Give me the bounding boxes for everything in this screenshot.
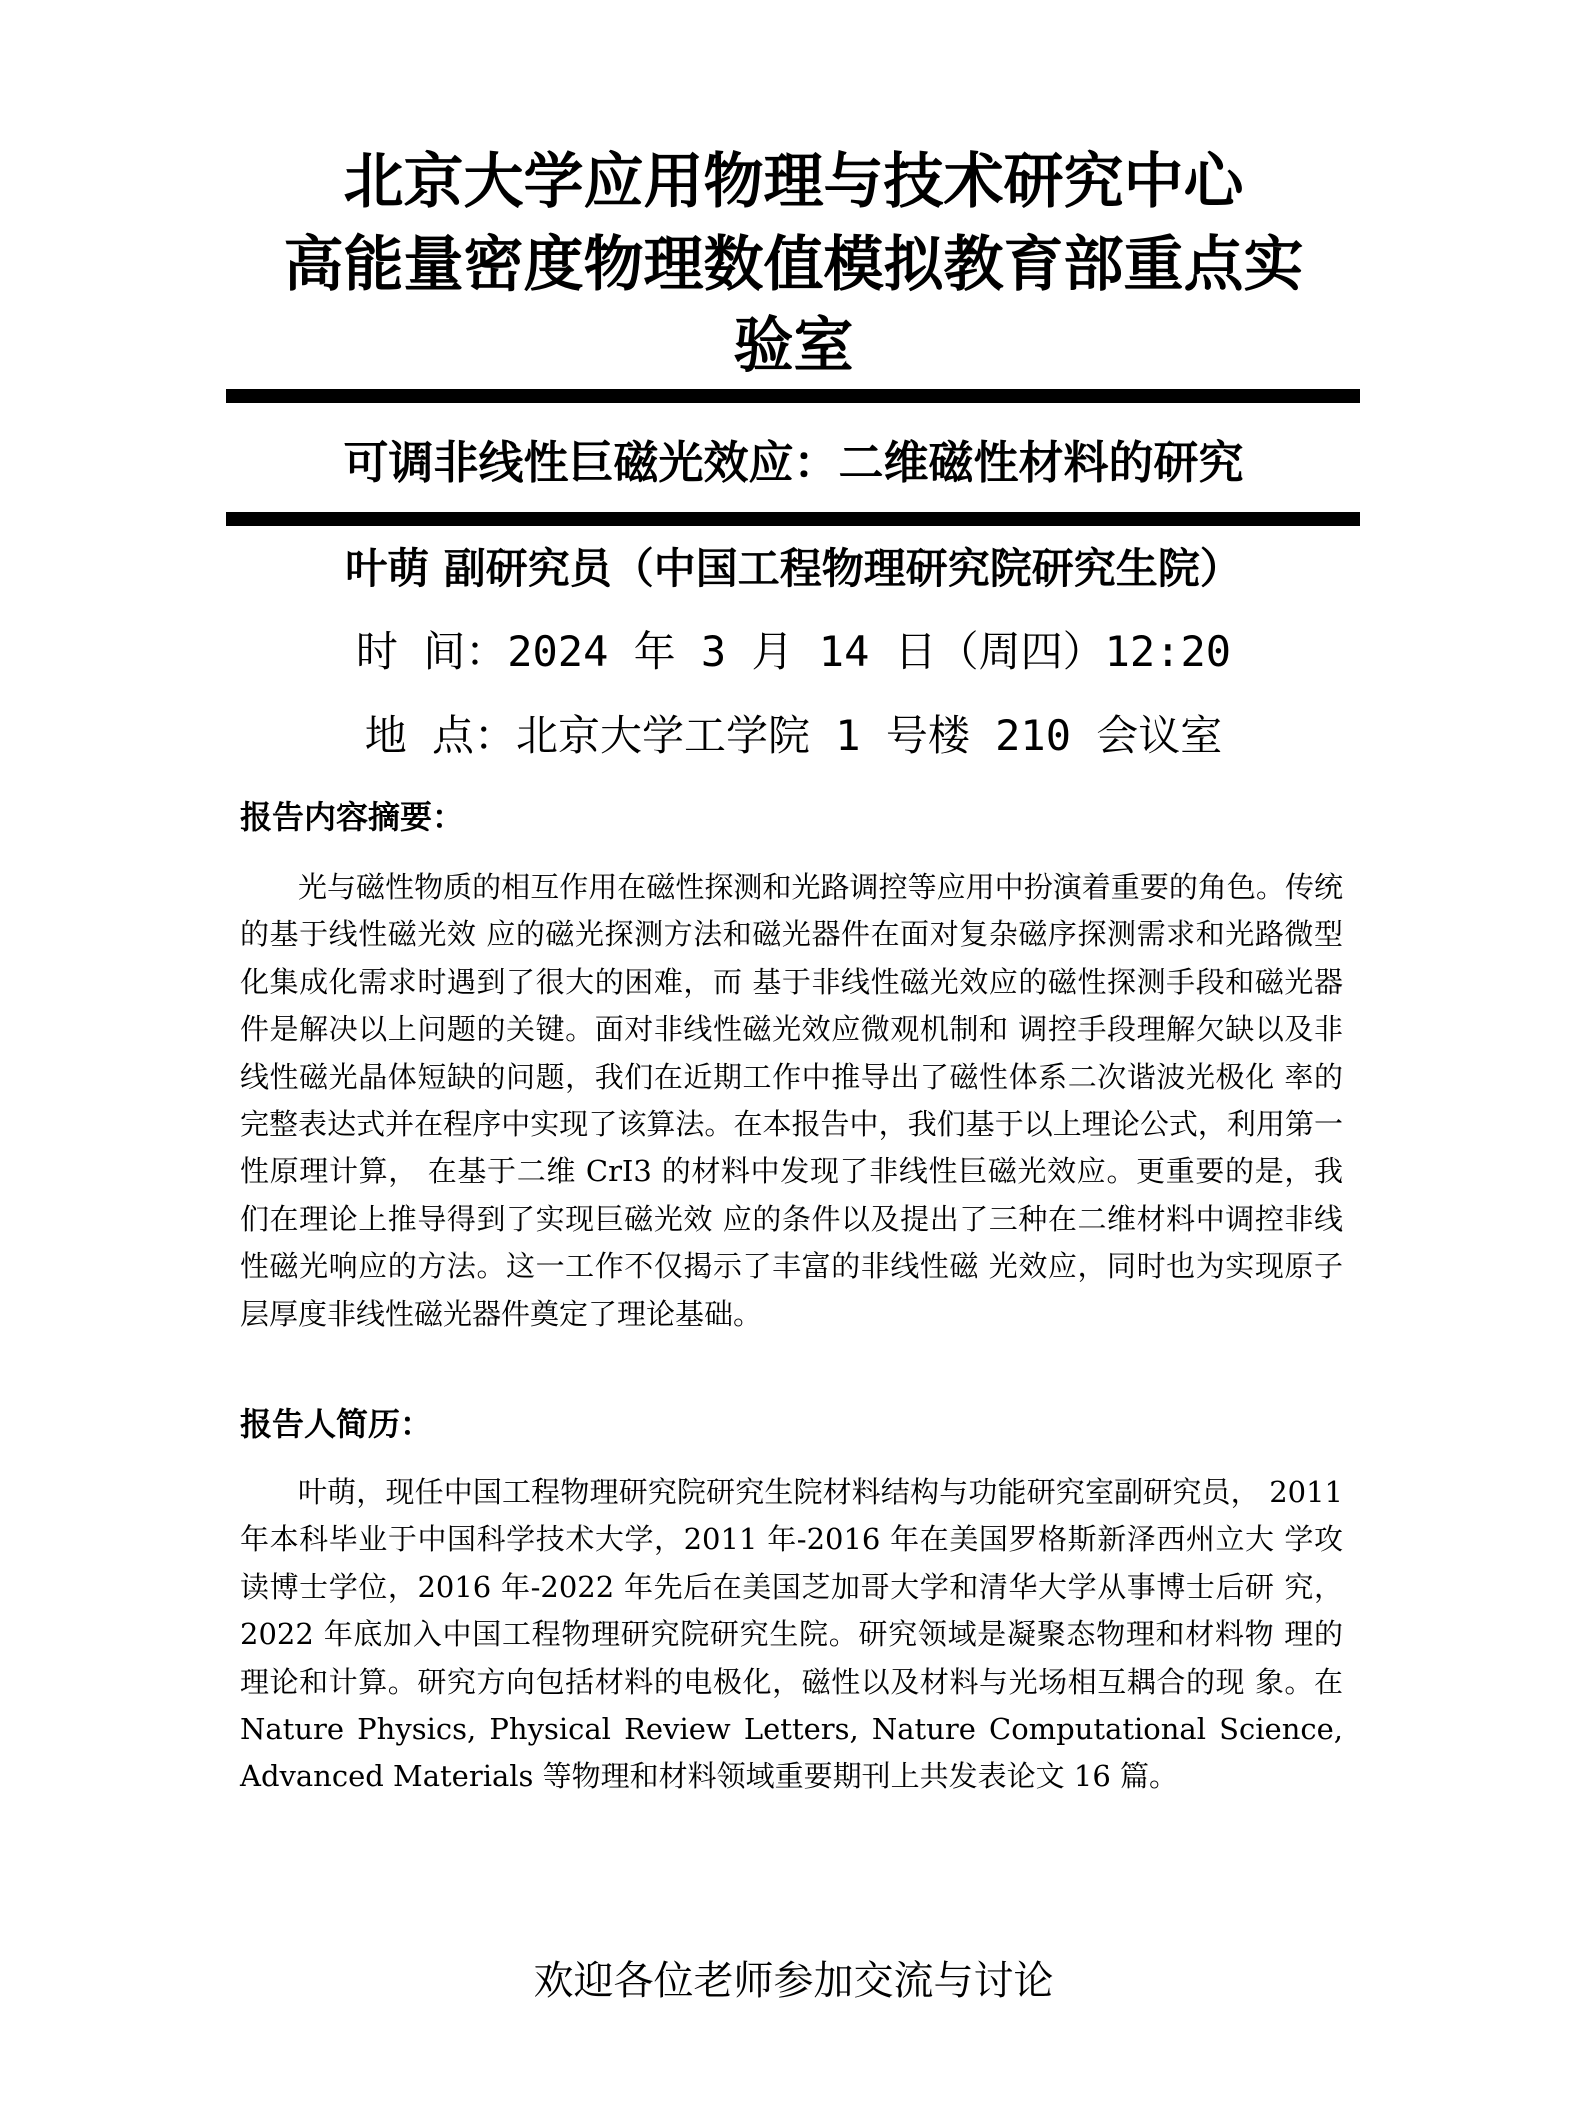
host-organization-line-2: 高能量密度物理数值模拟教育部重点实 bbox=[283, 230, 1304, 300]
talk-title: 可调非线性巨磁光效应：二维磁性材料的研究 bbox=[343, 436, 1244, 489]
bio-heading: 报告人简历： bbox=[240, 1405, 433, 1443]
abstract-body: 光与磁性物质的相互作用在磁性探测和光路调控等应用中扮演着重要的角色。传统的基于线性磁光效 应的磁光探测方法和磁光器件在面对复杂磁序探测需求和光路微型化集成化需求时遇到了很大的困难，而 基于非线性磁光效应的磁性探测手段和磁光器件是解决以上问题的关键。面对非线性磁光效应微观机制和 调控手段理解欠缺以及非线性磁光晶体短缺的问题，我们在近期工作中推导出了磁性体系二次谐波光极化 率的完整表达式并在程序中实现了该算法。在本报告中，我们基于以上理论公式，利用第一性原理计算， 在基于二维 CrI3 的材料中发现了非线性巨磁光效应。更重要的是，我们在理论上推导得到了实现巨磁光效 应的条件以及提出了三种在二维材料中调控非线性磁光响应的方法。这一工作不仅揭示了丰富的非线性磁 光效应，同时也为实现原子层厚度非线性磁光器件奠定了理论基础。 bbox=[240, 870, 1343, 1331]
time-line: 时 间：2024 年 3 月 14 日（周四）12:20 bbox=[355, 627, 1232, 676]
host-organization-line-1: 北京大学应用物理与技术研究中心 bbox=[343, 147, 1244, 217]
abstract-heading: 报告内容摘要： bbox=[240, 798, 465, 836]
bottom-divider-rule bbox=[226, 512, 1360, 526]
place-line: 地 点：北京大学工学院 1 号楼 210 会议室 bbox=[364, 711, 1223, 760]
welcome-message: 欢迎各位老师参加交流与讨论 bbox=[533, 1958, 1054, 2004]
top-divider-rule bbox=[226, 389, 1360, 403]
speaker-line: 叶萌 副研究员（中国工程物理研究院研究生院） bbox=[345, 544, 1242, 593]
host-organization-line-3: 验室 bbox=[733, 311, 854, 381]
bio-body: 叶萌，现任中国工程物理研究院研究生院材料结构与功能研究室副研究员， 2011 年本科毕业于中国科学技术大学，2011 年-2016 年在美国罗格斯新泽西州立大 学攻读博士学位，2016 年-2022 年先后在美国芝加哥大学和清华大学从事博士后研 究，2022 年底加入中国工程物理研究院研究生院。研究领域是凝聚态物理和材料物 理的理论和计算。研究方向包括材料的电极化，磁性以及材料与光场相互耦合的现 象。在 Nature Physics, Physical Review Letters, Nature Computational Science, Advanced Materials 等物理和材料领域重要期刊上共发表论文 16 篇。 bbox=[240, 1475, 1343, 1794]
